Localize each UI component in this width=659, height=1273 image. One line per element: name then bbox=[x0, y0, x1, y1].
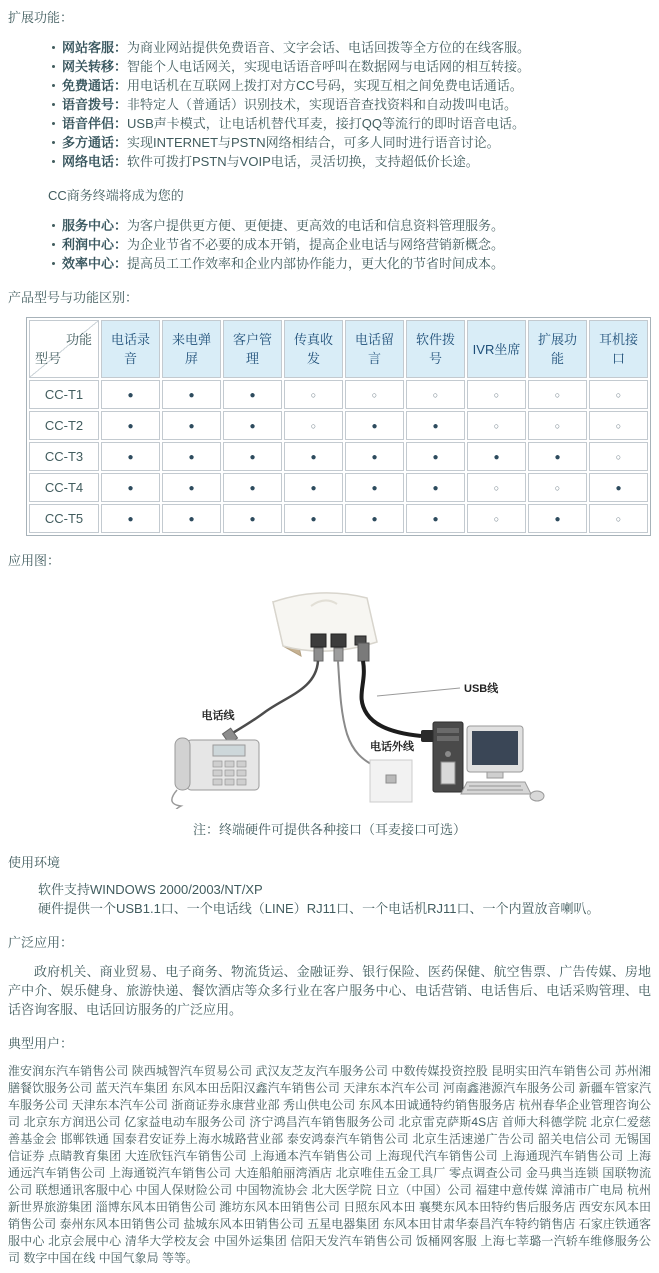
filled-dot-icon: ● bbox=[371, 452, 378, 463]
filled-dot-icon: ● bbox=[127, 514, 134, 525]
feature-support-cell bbox=[101, 442, 160, 471]
centers-intro: CC商务终端将成为您的 bbox=[48, 188, 184, 203]
filled-dot-icon: ● bbox=[432, 452, 439, 463]
feature-support-cell bbox=[223, 504, 282, 533]
feature-support-cell bbox=[162, 411, 221, 440]
corner-label-function: 功能 bbox=[65, 332, 92, 347]
table-header-row bbox=[29, 320, 648, 378]
feature-support-cell bbox=[284, 411, 343, 440]
feature-label: 效率中心： bbox=[62, 256, 128, 271]
wide-use-paragraph: 政府机关、商业贸易、电子商务、物流货运、金融证券、银行保险、医药保健、航空售票、广告传媒、房地产中介、娱乐健身、旅游快递、餐饮酒店等众多行业在客户服务中心、电话营销、电话售后、电话采购管理、电话咨询客服、电话回访服务的广泛应用。 bbox=[8, 964, 651, 1017]
application-diagram-image bbox=[115, 584, 545, 809]
feature-support-cell bbox=[467, 442, 526, 471]
feature-description: 实现INTERNET与PSTN网络相结合，可多人同时进行语音讨论。 bbox=[127, 135, 500, 150]
section-heading-wide-use: 广泛应用： bbox=[8, 935, 74, 950]
hollow-dot-icon: ○ bbox=[493, 514, 500, 524]
feature-description: USB声卡模式，让电话机替代耳麦，接打QQ等流行的即时语音电话。 bbox=[127, 116, 525, 131]
feature-support-cell bbox=[284, 473, 343, 502]
feature-support-cell bbox=[406, 411, 465, 440]
feature-description: 为客户提供更方便、更便捷、更高效的电话和信息资料管理服务。 bbox=[127, 218, 505, 233]
filled-dot-icon: ● bbox=[188, 514, 195, 525]
feature-description: 智能个人电话网关，实现电话语音呼叫在数据网与电话网的相互转接。 bbox=[127, 59, 531, 74]
hollow-dot-icon: ○ bbox=[493, 390, 500, 400]
feature-support-cell bbox=[345, 411, 404, 440]
filled-dot-icon: ● bbox=[249, 452, 256, 463]
feature-support-cell bbox=[406, 442, 465, 471]
hollow-dot-icon: ○ bbox=[371, 390, 378, 400]
label-phone-line: 电话线 bbox=[201, 710, 234, 722]
filled-dot-icon: ● bbox=[249, 483, 256, 494]
column-header: 来电弹屏 bbox=[162, 320, 221, 378]
feature-item bbox=[52, 216, 651, 235]
feature-support-cell bbox=[101, 411, 160, 440]
feature-description: 为企业节省不必要的成本开销，提高企业电话与网络营销新概念。 bbox=[127, 237, 505, 252]
hollow-dot-icon: ○ bbox=[432, 390, 439, 400]
feature-item bbox=[52, 254, 651, 273]
filled-dot-icon: ● bbox=[554, 452, 561, 463]
bullet-icon bbox=[52, 122, 55, 125]
environment-hardware-line: 硬件提供一个USB1.1口、一个电话线（LINE）RJ11口、一个电话机RJ11口、一个内置放音喇叭。 bbox=[38, 901, 600, 916]
feature-support-cell bbox=[284, 442, 343, 471]
label-outer-line: 电话外线 bbox=[369, 741, 414, 753]
hollow-dot-icon: ○ bbox=[493, 421, 500, 431]
feature-support-cell bbox=[101, 380, 160, 409]
hollow-dot-icon: ○ bbox=[310, 421, 317, 431]
bullet-icon bbox=[52, 103, 55, 106]
extended-features-list bbox=[52, 38, 651, 171]
feature-description: 提高员工工作效率和企业内部协作能力，更大化的节省时间成本。 bbox=[127, 256, 505, 271]
section-heading-product-table: 产品型号与功能区别： bbox=[8, 290, 139, 305]
table-row bbox=[29, 442, 648, 471]
feature-support-cell bbox=[528, 473, 587, 502]
table-row bbox=[29, 504, 648, 533]
diagram-note: 注：终端硬件可提供各种接口（耳麦接口可选） bbox=[192, 822, 466, 837]
feature-item bbox=[52, 38, 651, 57]
bullet-icon bbox=[52, 65, 55, 68]
feature-support-cell bbox=[467, 473, 526, 502]
table-row bbox=[29, 473, 648, 502]
feature-label: 语音伴侣： bbox=[62, 116, 128, 131]
hollow-dot-icon: ○ bbox=[554, 390, 561, 400]
bullet-icon bbox=[52, 84, 55, 87]
feature-label: 服务中心： bbox=[62, 218, 128, 233]
section-heading-application: 应用图： bbox=[8, 553, 61, 568]
corner-label-model: 型号 bbox=[35, 351, 62, 366]
feature-support-cell bbox=[284, 504, 343, 533]
hollow-dot-icon: ○ bbox=[493, 483, 500, 493]
hollow-dot-icon: ○ bbox=[554, 483, 561, 493]
model-name-cell: CC-T5 bbox=[29, 504, 99, 533]
model-name-cell: CC-T4 bbox=[29, 473, 99, 502]
feature-item bbox=[52, 114, 651, 133]
feature-label: 网关转移： bbox=[62, 59, 128, 74]
column-header: 电话录音 bbox=[101, 320, 160, 378]
centers-list bbox=[52, 216, 651, 273]
typical-users-paragraph: 淮安润东汽车销售公司 陕西城智汽车贸易公司 武汉友芝友汽车服务公司 中数传媒投资控股 昆明实田汽车销售公司 苏州湘膳餐饮服务公司 蓝天汽车集团 东风本田岳阳汉鑫汽车销售公司 天津东本汽车公司 河南鑫港源汽车服务公司 新疆车管家汽车服务公司 天津东本汽车公司 浙商证券永康营业部 秀山供电公司 东风本田诚通特约销售服务店 杭州春华企业管理咨询公司 北京东方润迅公司 亿家益电动车服务公司 济宁鸿昌汽车销售服务公司 北京雷克萨斯4S店 首师大科德学院 北京仁爱慈善基金会 邯郸铁通 国泰君安证券上海水城路营业部 泰安鸿泰汽车销售公司 北京生活速递广告公司 韶关电信公司 无锡国信证券 点睛教育集团 大连欣钰汽车销售公司 上海通本汽车销售公司 上海现代汽车销售公司 上海通现汽车销售公司 上海通远汽车销售公司 上海通锐汽车销售公司 大连船舶丽湾酒店 北京唯佳五金工具厂 零点调查公司 金马典当连锁 国联物流公司 联想通讯客服中心 中国人保财险公司 中国物流协会 北大医学院 日立（中国）公司 福建中意传媒 漳浦市广电局 杭州新世界旅游集团 淄博东风本田销售公司 潍坊东风本田销售公司 日照东风本田 襄樊东风本田特约售后服务店 西安东风本田销售公司 泰州东风本田销售公司 盐城东风本田销售公司 五星电器集团 东风本田甘肃华泰昌汽车特约销售店 石家庄铁通客服中心 北京会展中心 清华大学校友会 中国外运集团 信阳天发汽车销售公司 饭桶网客服 上海七莘璐一汽轿车维修服务公司 数字中国在线 中国气象局 等等。 bbox=[8, 1064, 651, 1265]
bullet-icon bbox=[52, 160, 55, 163]
filled-dot-icon: ● bbox=[188, 421, 195, 432]
feature-label: 语音拨号： bbox=[62, 97, 128, 112]
feature-support-cell bbox=[528, 380, 587, 409]
feature-support-cell bbox=[406, 504, 465, 533]
feature-support-cell bbox=[223, 442, 282, 471]
feature-support-cell bbox=[162, 380, 221, 409]
feature-label: 网络电话： bbox=[62, 154, 128, 169]
filled-dot-icon: ● bbox=[554, 514, 561, 525]
column-header: 电话留言 bbox=[345, 320, 404, 378]
filled-dot-icon: ● bbox=[310, 452, 317, 463]
bullet-icon bbox=[52, 262, 55, 265]
section-heading-typical-users: 典型用户： bbox=[8, 1036, 74, 1051]
product-feature-table bbox=[26, 317, 651, 536]
feature-support-cell bbox=[528, 442, 587, 471]
filled-dot-icon: ● bbox=[188, 452, 195, 463]
feature-description: 非特定人（普通话）识别技术，实现语音查找资料和自动拨叫电话。 bbox=[127, 97, 518, 112]
feature-item bbox=[52, 95, 651, 114]
feature-support-cell bbox=[345, 473, 404, 502]
feature-support-cell bbox=[589, 504, 648, 533]
feature-support-cell bbox=[223, 473, 282, 502]
feature-support-cell bbox=[589, 411, 648, 440]
column-header: IVR坐席 bbox=[467, 320, 526, 378]
feature-support-cell bbox=[406, 380, 465, 409]
filled-dot-icon: ● bbox=[127, 452, 134, 463]
filled-dot-icon: ● bbox=[188, 390, 195, 401]
feature-item bbox=[52, 76, 651, 95]
filled-dot-icon: ● bbox=[432, 483, 439, 494]
table-corner-cell bbox=[29, 320, 99, 378]
feature-support-cell bbox=[345, 380, 404, 409]
column-header: 客户管理 bbox=[223, 320, 282, 378]
filled-dot-icon: ● bbox=[432, 514, 439, 525]
feature-support-cell bbox=[589, 442, 648, 471]
feature-support-cell bbox=[406, 473, 465, 502]
filled-dot-icon: ● bbox=[249, 514, 256, 525]
feature-label: 利润中心： bbox=[62, 237, 128, 252]
feature-support-cell bbox=[345, 442, 404, 471]
feature-support-cell bbox=[101, 504, 160, 533]
section-heading-environment: 使用环境 bbox=[8, 855, 61, 870]
feature-support-cell bbox=[589, 380, 648, 409]
feature-description: 用电话机在互联网上拨打对方CC号码，实现互相之间免费电话通话。 bbox=[127, 78, 523, 93]
filled-dot-icon: ● bbox=[493, 452, 500, 463]
feature-support-cell bbox=[345, 504, 404, 533]
telephone-illustration bbox=[171, 738, 258, 809]
filled-dot-icon: ● bbox=[432, 421, 439, 432]
bullet-icon bbox=[52, 224, 55, 227]
filled-dot-icon: ● bbox=[615, 483, 622, 494]
feature-support-cell bbox=[467, 411, 526, 440]
filled-dot-icon: ● bbox=[249, 390, 256, 401]
filled-dot-icon: ● bbox=[127, 483, 134, 494]
feature-support-cell bbox=[589, 473, 648, 502]
feature-item bbox=[52, 235, 651, 254]
feature-item bbox=[52, 57, 651, 76]
hollow-dot-icon: ○ bbox=[554, 421, 561, 431]
filled-dot-icon: ● bbox=[310, 483, 317, 494]
bullet-icon bbox=[52, 46, 55, 49]
feature-support-cell bbox=[223, 411, 282, 440]
table-row bbox=[29, 380, 648, 409]
feature-support-cell bbox=[284, 380, 343, 409]
feature-label: 多方通话： bbox=[62, 135, 128, 150]
filled-dot-icon: ● bbox=[249, 421, 256, 432]
hollow-dot-icon: ○ bbox=[615, 390, 622, 400]
hollow-dot-icon: ○ bbox=[615, 452, 622, 462]
feature-support-cell bbox=[162, 442, 221, 471]
feature-support-cell bbox=[223, 380, 282, 409]
feature-support-cell bbox=[101, 473, 160, 502]
hollow-dot-icon: ○ bbox=[310, 390, 317, 400]
environment-software-line: 软件支持WINDOWS 2000/2003/NT/XP bbox=[38, 882, 263, 897]
bullet-icon bbox=[52, 141, 55, 144]
feature-description: 为商业网站提供免费语音、文字会话、电话回拨等全方位的在线客服。 bbox=[127, 40, 531, 55]
feature-item bbox=[52, 152, 651, 171]
model-name-cell: CC-T3 bbox=[29, 442, 99, 471]
feature-support-cell bbox=[162, 504, 221, 533]
hollow-dot-icon: ○ bbox=[615, 514, 622, 524]
filled-dot-icon: ● bbox=[127, 421, 134, 432]
feature-item bbox=[52, 133, 651, 152]
model-name-cell: CC-T1 bbox=[29, 380, 99, 409]
column-header: 耳机接口 bbox=[589, 320, 648, 378]
filled-dot-icon: ● bbox=[310, 514, 317, 525]
feature-support-cell bbox=[162, 473, 221, 502]
filled-dot-icon: ● bbox=[371, 421, 378, 432]
feature-label: 免费通话： bbox=[62, 78, 128, 93]
column-header: 扩展功能 bbox=[528, 320, 587, 378]
column-header: 传真收发 bbox=[284, 320, 343, 378]
filled-dot-icon: ● bbox=[371, 514, 378, 525]
filled-dot-icon: ● bbox=[188, 483, 195, 494]
filled-dot-icon: ● bbox=[127, 390, 134, 401]
application-diagram bbox=[115, 584, 545, 814]
model-name-cell: CC-T2 bbox=[29, 411, 99, 440]
feature-support-cell bbox=[528, 411, 587, 440]
feature-support-cell bbox=[528, 504, 587, 533]
bullet-icon bbox=[52, 243, 55, 246]
hollow-dot-icon: ○ bbox=[615, 421, 622, 431]
label-usb-line: USB线 bbox=[463, 683, 498, 695]
table-row bbox=[29, 411, 648, 440]
filled-dot-icon: ● bbox=[371, 483, 378, 494]
computer-illustration bbox=[433, 722, 544, 801]
feature-support-cell bbox=[467, 380, 526, 409]
feature-support-cell bbox=[467, 504, 526, 533]
feature-description: 软件可拨打PSTN与VOIP电话，灵活切换，支持超低价长途。 bbox=[127, 154, 479, 169]
section-heading-extended-features: 扩展功能： bbox=[8, 10, 74, 25]
wall-socket-illustration bbox=[370, 760, 412, 802]
feature-label: 网站客服： bbox=[62, 40, 128, 55]
column-header: 软件拨号 bbox=[406, 320, 465, 378]
